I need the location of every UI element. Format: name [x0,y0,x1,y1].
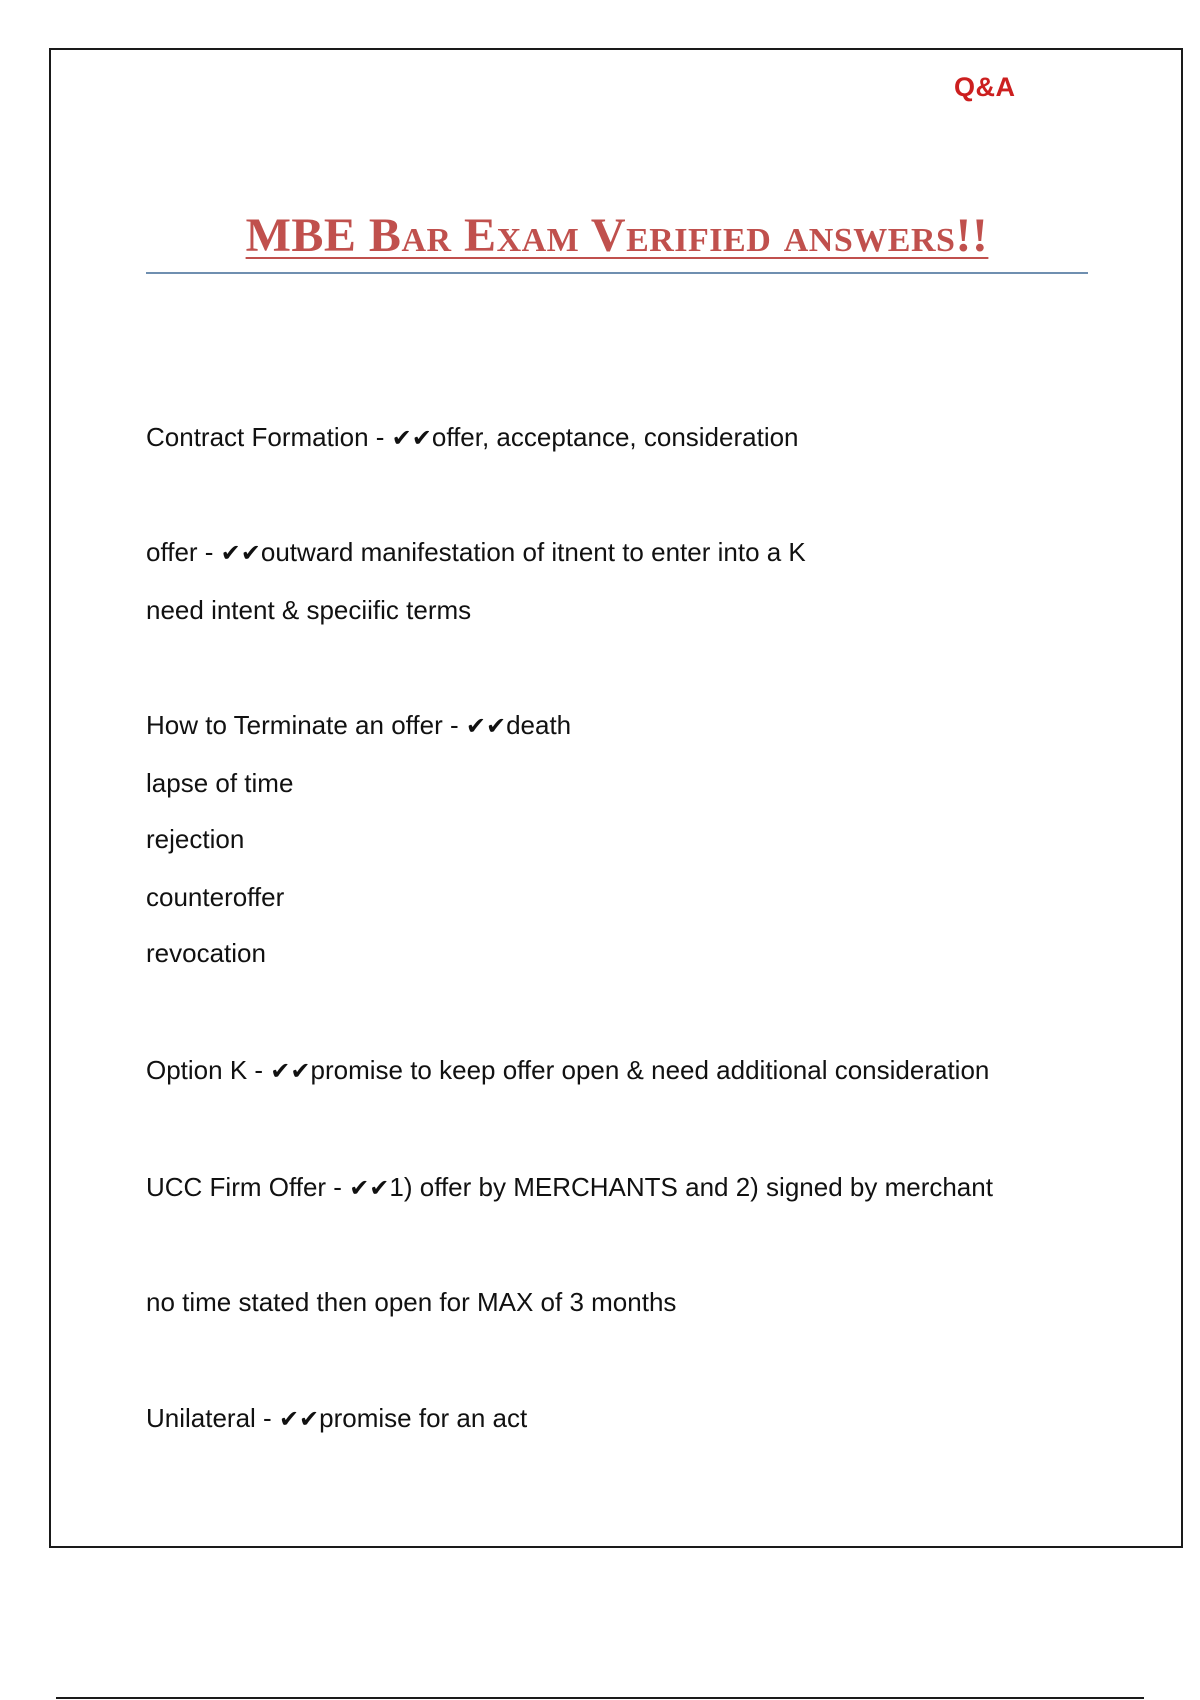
answer-continuation-line: rejection [146,824,245,854]
qa-label: Q&A [954,72,1016,102]
qa-entry-option-k [146,1054,989,1087]
answer-continuation-line: need intent & speciific terms [146,595,472,625]
answer-continuation-line: counteroffer [146,882,285,912]
answer-continuation-line: revocation [146,938,266,968]
check-mark-icon: ✔✔ [270,1057,311,1085]
term-label: offer - [146,537,221,567]
check-mark-icon: ✔✔ [220,539,261,567]
footer-divider [56,1697,1144,1699]
answer-text: 1) offer by MERCHANTS and 2) signed by merchant [389,1172,993,1202]
term-label: Unilateral - [146,1403,279,1433]
title-divider [146,272,1088,274]
answer-text: death [506,710,572,740]
document-title: MBE Bar Exam Verified answers!! [245,209,989,262]
term-label: Option K - [146,1055,271,1085]
answer-text: promise to keep offer open & need additional consideration [310,1055,990,1085]
answer-continuation-line: no time stated then open for MAX of 3 months [146,1287,677,1317]
answer-text: outward manifestation of itnent to enter into a K [260,537,806,567]
qa-entry-ucc-firm-offer [146,1171,993,1204]
qa-entry-unilateral [146,1402,527,1435]
term-label: UCC Firm Offer - [146,1172,350,1202]
qa-entry-offer [146,536,806,569]
qa-entry-terminate-offer [146,709,571,742]
check-mark-icon: ✔✔ [391,424,432,452]
term-label: How to Terminate an offer - [146,710,466,740]
answer-text: promise for an act [319,1403,528,1433]
qa-entry-contract-formation [146,421,799,454]
answer-text: offer, acceptance, consideration [431,422,799,452]
check-mark-icon: ✔✔ [465,712,507,740]
check-mark-icon: ✔✔ [349,1174,390,1202]
term-label: Contract Formation - [146,422,392,452]
check-mark-icon: ✔✔ [278,1405,320,1433]
answer-continuation-line: lapse of time [146,768,294,798]
